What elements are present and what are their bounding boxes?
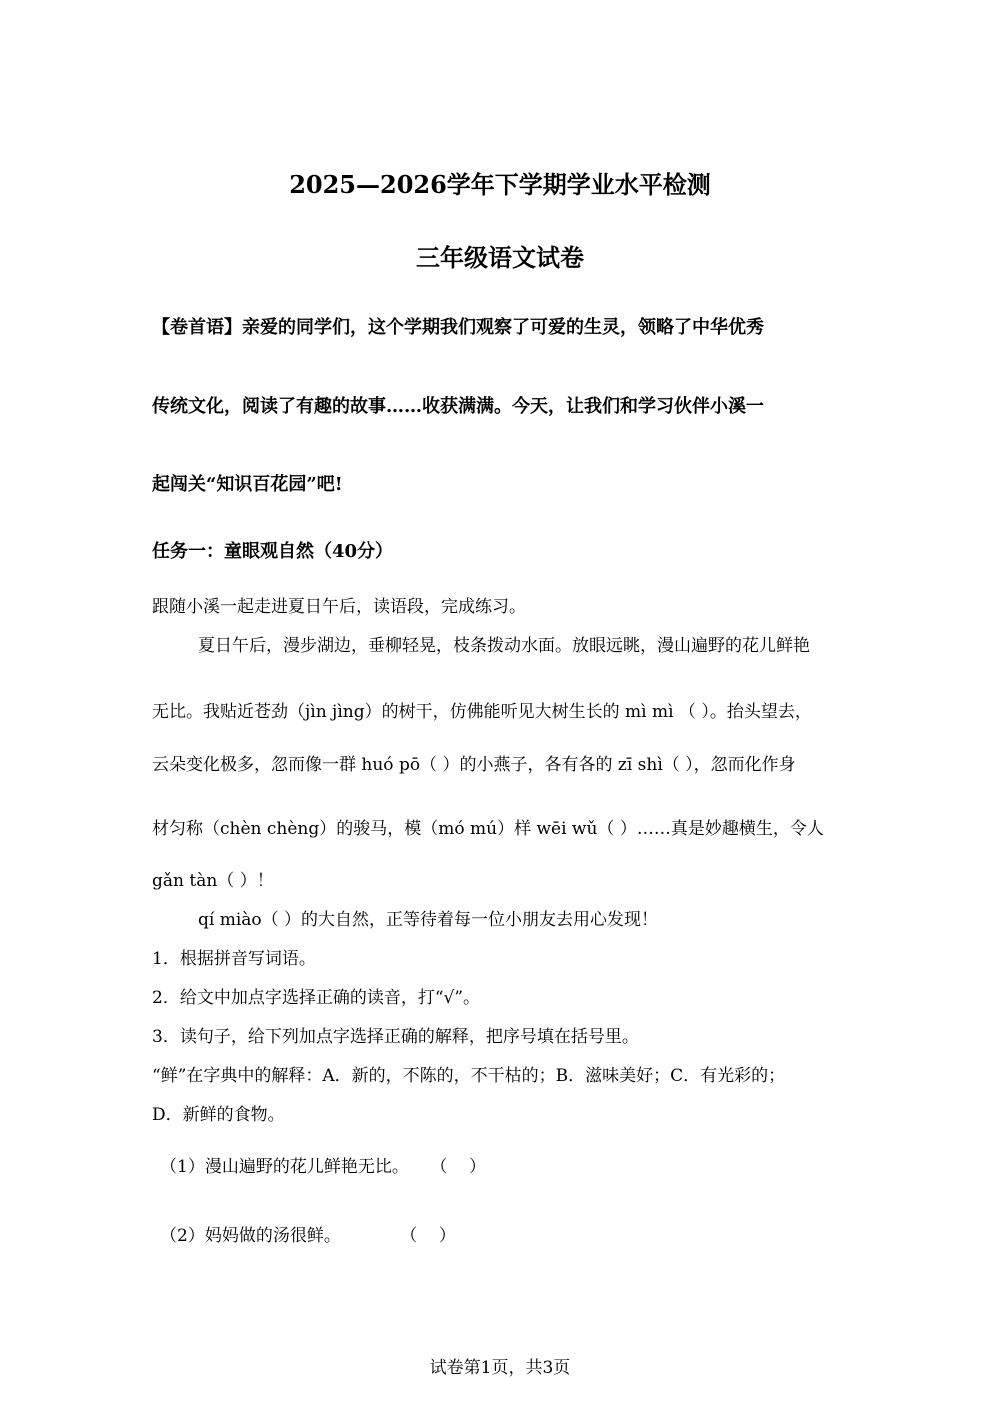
passage-line: qí miào（ ）的大自然，正等待着每一位小朋友去用心发现！	[198, 910, 659, 930]
passage-line: gǎn tàn（ ）！	[152, 871, 274, 891]
preface-line: 【卷首语】亲爱的同学们，这个学期我们观察了可爱的生灵，领略了中华优秀	[152, 317, 764, 338]
task-heading: 任务一：童眼观自然（40分）	[152, 541, 394, 562]
question-3: 3．读句子，给下列加点字选择正确的解释，把序号填在括号里。	[152, 1027, 639, 1047]
passage-line: 无比。我贴近苍劲（jìn jìng）的树干，仿佛能听见大树生长的 mì mì （ ）。抬头望去，	[152, 702, 812, 722]
question-1: 1．根据拼音写词语。	[152, 949, 316, 969]
preface-line: 起闯关“知识百花园”吧!	[152, 474, 343, 495]
subquestion-2: （2）妈妈做的汤很鲜。 （ ）	[160, 1226, 456, 1246]
exam-title: 2025—2026学年下学期学业水平检测	[289, 170, 711, 199]
definition-line: D．新鲜的食物。	[152, 1105, 285, 1125]
passage-line: 夏日午后，漫步湖边，垂柳轻晃，枝条拨动水面。放眼远眺，漫山遍野的花儿鲜艳	[198, 636, 810, 656]
question-2: 2．给文中加点字选择正确的读音，打“√”。	[152, 988, 481, 1008]
subquestion-1: （1）漫山遍野的花儿鲜艳无比。 （ ）	[160, 1157, 487, 1177]
page-footer: 试卷第1页，共3页	[429, 1358, 571, 1378]
preface-line: 传统文化，阅读了有趣的故事……收获满满。今天，让我们和学习伙伴小溪一	[152, 396, 764, 417]
task-intro: 跟随小溪一起走进夏日午后，读语段，完成练习。	[152, 597, 526, 617]
passage-line: 材匀称（chèn chèng）的骏马，模（mó mú）样 wēi wǔ（ ）……真是妙趣横生，令人	[152, 819, 824, 839]
passage-line: 云朵变化极多，忽而像一群 huó pō（ ）的小燕子，各有各的 zī shì（ ），忽而化作身	[152, 755, 796, 775]
definition-line: “鲜”在字典中的解释：A．新的，不陈的，不干枯的；B．滋味美好；C．有光彩的；	[152, 1066, 786, 1086]
exam-subtitle: 三年级语文试卷	[416, 243, 584, 272]
